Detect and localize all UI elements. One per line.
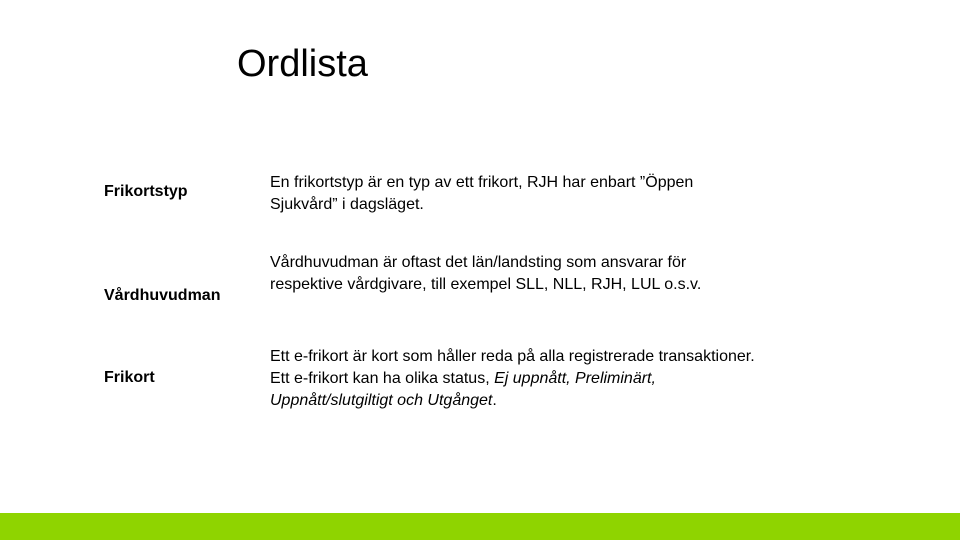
glossary-definition-frikortstyp: En frikortstyp är en typ av ett frikort, RJH har enbart ”Öppen Sjukvård” i dagsläget. bbox=[270, 174, 694, 213]
accent-bar bbox=[0, 513, 960, 540]
definition-end: . bbox=[492, 392, 497, 409]
status-list-italic: Ej uppnått, Preliminärt, Uppnått/slutgiltigt och Utgånget bbox=[270, 370, 656, 409]
glossary-term-vardhuvudman: Vårdhuvudman bbox=[104, 287, 221, 304]
page-title: Ordlista bbox=[237, 43, 368, 85]
glossary-definition-frikort bbox=[270, 346, 760, 412]
definition-text: Ett e-frikort är kort som håller reda på alla registrerade transaktioner. Ett e-frikort kan ha olika status, bbox=[270, 348, 755, 387]
glossary-term-frikort: Frikort bbox=[104, 369, 155, 386]
glossary-term-frikortstyp: Frikortstyp bbox=[104, 183, 188, 200]
glossary-definition-vardhuvudman: Vårdhuvudman är oftast det län/landsting som ansvarar för respektive vårdgivare, till exempel SLL, NLL, RJH, LUL o.s.v. bbox=[270, 254, 702, 293]
